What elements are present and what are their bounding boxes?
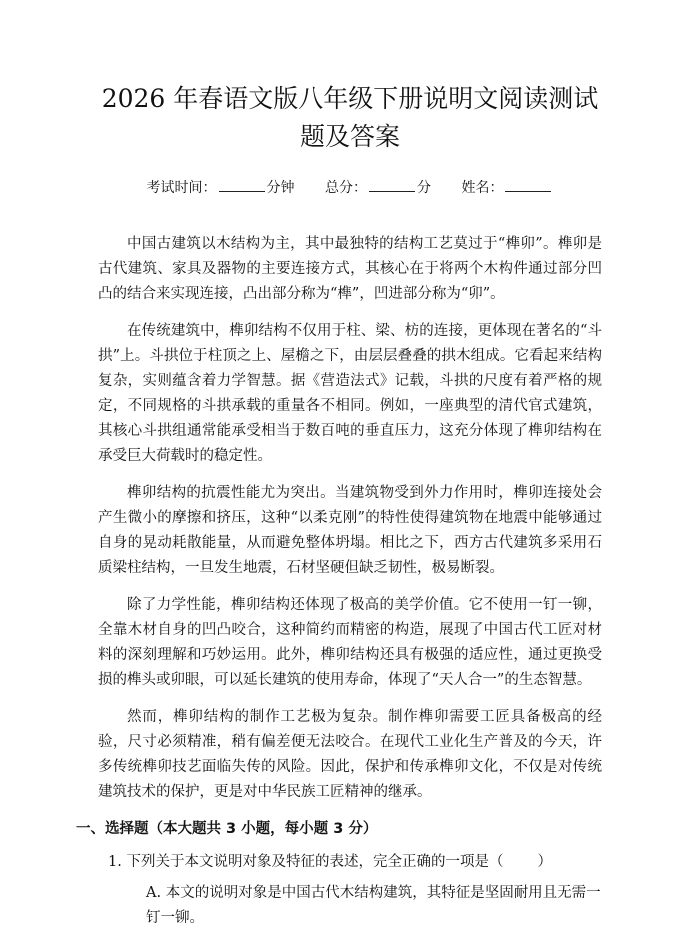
exam-time-blank[interactable] — [219, 178, 265, 192]
question-1-option-a — [98, 881, 602, 931]
passage-paragraph-3: 榫卯结构的抗震性能尤为突出。当建筑物受到外力作用时，榫卯连接处会产生微小的摩擦和挤压，这种“以柔克刚”的特性使得建筑物在地震中能够通过自身的晃动耗散能量，从而避免整体坍塌。相比之下，西方古代建筑多采用石质梁柱结构，一旦发生地震，石材坚硬但缺乏韧性，极易断裂。 — [98, 485, 602, 576]
exam-time-unit: 分钟 — [266, 180, 295, 196]
exam-info-line — [98, 178, 602, 198]
reading-passage — [98, 232, 602, 805]
exam-time-label: 考试时间： — [146, 180, 217, 196]
question-1 — [108, 850, 602, 875]
exam-time-field — [147, 180, 299, 196]
question-1-stem-end: ） — [537, 854, 552, 870]
total-score-label: 总分： — [325, 180, 367, 196]
total-score-blank[interactable] — [369, 178, 415, 192]
name-field — [461, 180, 553, 196]
section-heading-multiple-choice: 一、选择题（本大题共 3 小题，每小题 3 分） — [76, 821, 378, 837]
title-line-2: 题及答案 — [299, 122, 400, 151]
total-score-field — [325, 180, 435, 196]
name-label: 姓名： — [461, 180, 504, 196]
total-score-unit: 分 — [417, 180, 431, 196]
passage-paragraph-2: 在传统建筑中，榫卯结构不仅用于柱、梁、枋的连接，更体现在著名的“斗拱”上。斗拱位于柱顶之上、屋檐之下，由层层叠叠的拱木组成。它看起来结构复杂，实则蕴含着力学智慧。据《营造法式》记载，斗拱的尺度有着严格的规定，不同规格的斗拱承载的重量各不相同。例如，一座典型的清代官式建筑，其核心斗拱组通常能承受相当于数百吨的垂直压力，这充分体现了榫卯结构在承受巨大荷载时的稳定性。 — [98, 323, 602, 464]
title-line-1: 2026 年春语文版八年级下册说明文阅读测试 — [101, 84, 599, 113]
question-1-stem: 1. 下列关于本文说明对象及特征的表述，完全正确的一项是（ — [108, 854, 504, 870]
passage-paragraph-1: 中国古建筑以木结构为主，其中最独特的结构工艺莫过于“榫卯”。榫卯是古代建筑、家具及器物的主要连接方式，其核心在于将两个木构件通过部分凹凸的结合来实现连接，凸出部分称为“榫”，凹进部分称为“卯”。 — [98, 236, 602, 302]
exam-title — [98, 80, 602, 156]
passage-paragraph-5: 然而，榫卯结构的制作工艺极为复杂。制作榫卯需要工匠具备极高的经验，尺寸必须精准，稍有偏差便无法咬合。在现代工业化生产普及的今天，许多传统榫卯技艺面临失传的风险。因此，保护和传承榫卯文化，不仅是对传统建筑技术的保护，更是对中华民族工匠精神的继承。 — [98, 709, 602, 800]
passage-paragraph-4: 除了力学性能，榫卯结构还体现了极高的美学价值。它不使用一钉一铆，全靠木材自身的凹凸咬合，这种简约而精密的构造，展现了中国古代工匠对材料的深刻理解和巧妙运用。此外，榫卯结构还具有极强的适应性，通过更换受损的榫头或卯眼，可以延长建筑的使用寿命，体现了“天人合一”的生态智慧。 — [98, 597, 602, 688]
name-blank[interactable] — [505, 178, 551, 192]
option-a-text: A. 本文的说明对象是中国古代木结构建筑，其特征是坚固耐用且无需一钉一铆。 — [146, 885, 601, 926]
